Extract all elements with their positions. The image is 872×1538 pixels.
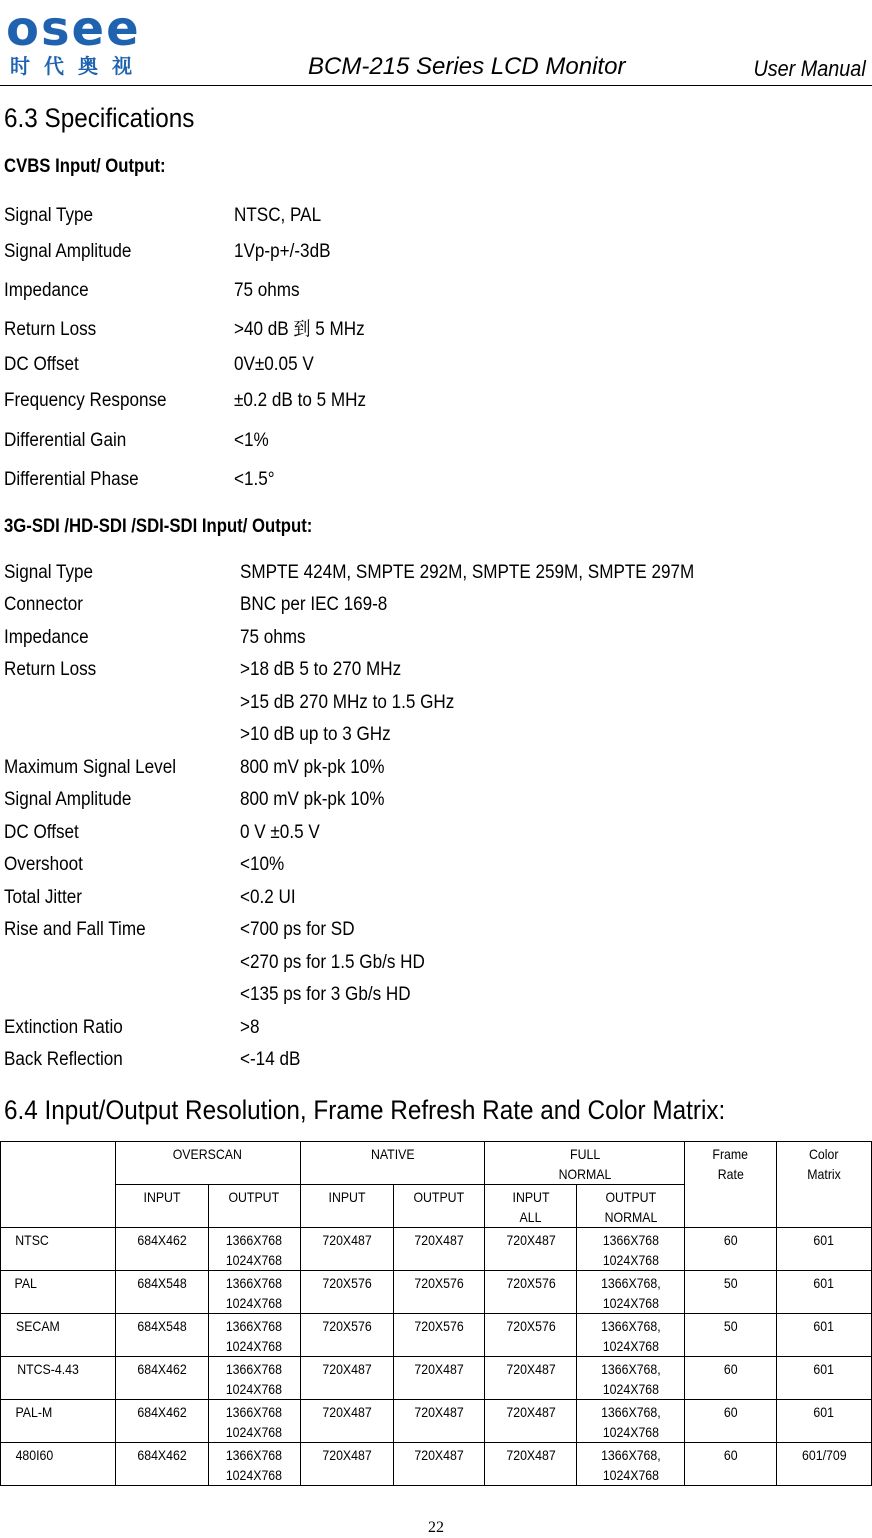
page-number: 22 [428,1519,444,1536]
cell-overscan-input: 684X548 [115,1271,208,1314]
spec-value: 800 mV pk-pk 10% [240,789,385,810]
spec-value: <-14 dB [240,1049,301,1070]
cell-overscan-input: 684X462 [115,1228,208,1271]
cell-full-output: 1366X768, 1024X768 [577,1443,685,1486]
cell-format: NTCS-4.43 [1,1357,116,1400]
spec-value: 75 ohms [240,627,306,648]
cell-format: 480I60 [1,1443,116,1486]
cell-format: PAL-M [1,1400,116,1443]
osee-logo [6,1,178,78]
page-header [0,0,872,86]
cell-overscan-output: 1366X768 1024X768 [208,1357,300,1400]
subheader-output: OUTPUT [393,1185,485,1228]
table-row [1,1443,872,1486]
cell-native-output: 720X487 [393,1228,485,1271]
spec-label: Differential Gain [4,430,127,451]
header-frame-rate: Frame Rate [685,1142,777,1228]
header-blank-cell [1,1142,116,1228]
document-title: BCM-215 Series LCD Monitor [308,53,626,80]
spec-value: BNC per IEC 169-8 [240,594,388,615]
cell-overscan-output: 1366X768 1024X768 [208,1400,300,1443]
spec-label: Extinction Ratio [4,1017,123,1038]
header-overscan: OVERSCAN [115,1142,300,1185]
table-header-row [1,1142,872,1185]
spec-value: <135 ps for 3 Gb/s HD [240,984,411,1005]
cell-color-matrix: 601 [777,1228,872,1271]
cell-frame-rate: 50 [685,1314,777,1357]
subheader-input: INPUT [300,1185,393,1228]
spec-label: Signal Amplitude [4,789,132,810]
cell-full-output: 1366X768, 1024X768 [577,1271,685,1314]
spec-value: <700 ps for SD [240,919,355,940]
spec-label: Return Loss [4,319,97,340]
table-row [1,1357,872,1400]
cell-native-input: 720X487 [300,1228,393,1271]
cell-full-input: 720X576 [485,1314,577,1357]
subheader-output-normal: OUTPUT NORMAL [577,1185,685,1228]
resolution-table [0,1141,872,1486]
spec-value: <1% [234,430,269,451]
spec-label: Signal Amplitude [4,241,132,262]
spec-value: <1.5° [234,469,275,490]
table-row [1,1228,872,1271]
table-row [1,1400,872,1443]
spec-label: DC Offset [4,822,79,843]
cell-native-output: 720X487 [393,1443,485,1486]
cell-overscan-output: 1366X768 1024X768 [208,1271,300,1314]
table-row [1,1271,872,1314]
cvbs-heading: CVBS Input/ Output: [4,156,166,177]
subheader-input-all: INPUT ALL [485,1185,577,1228]
cell-native-input: 720X576 [300,1271,393,1314]
cell-native-output: 720X487 [393,1400,485,1443]
cell-native-output: 720X576 [393,1271,485,1314]
cell-overscan-output: 1366X768 1024X768 [208,1228,300,1271]
cell-frame-rate: 50 [685,1271,777,1314]
spec-value: SMPTE 424M, SMPTE 292M, SMPTE 259M, SMPTE 297M [240,562,695,583]
cell-color-matrix: 601 [777,1314,872,1357]
user-manual-label: User Manual [753,56,866,81]
subheader-output: OUTPUT [208,1185,300,1228]
table-row [1,1314,872,1357]
spec-label: Connector [4,594,83,615]
subheader-input: INPUT [115,1185,208,1228]
spec-label: Impedance [4,627,89,648]
cell-format: NTSC [1,1228,116,1271]
spec-value: >15 dB 270 MHz to 1.5 GHz [240,692,455,713]
spec-label: Return Loss [4,659,97,680]
header-color-matrix: Color Matrix [777,1142,872,1228]
logo-chinese-name: 时代奥视 [10,54,146,78]
cell-native-input: 720X487 [300,1357,393,1400]
logo-wordmark: osee [6,1,141,57]
cell-frame-rate: 60 [685,1357,777,1400]
spec-value: 0V±0.05 V [234,354,314,375]
cell-native-input: 720X487 [300,1443,393,1486]
spec-value: <0.2 UI [240,887,296,908]
spec-label: Differential Phase [4,469,139,490]
spec-value: 1Vp-p+/-3dB [234,241,331,262]
cell-full-input: 720X576 [485,1271,577,1314]
spec-value: ±0.2 dB to 5 MHz [234,390,366,411]
cell-color-matrix: 601/709 [777,1443,872,1486]
cell-overscan-input: 684X462 [115,1443,208,1486]
spec-value: <270 ps for 1.5 Gb/s HD [240,952,425,973]
cell-color-matrix: 601 [777,1271,872,1314]
spec-label: Frequency Response [4,390,167,411]
header-native: NATIVE [300,1142,485,1185]
spec-label: Impedance [4,280,89,301]
spec-value: 800 mV pk-pk 10% [240,757,385,778]
cell-frame-rate: 60 [685,1443,777,1486]
spec-label: Overshoot [4,854,83,875]
spec-value: >18 dB 5 to 270 MHz [240,659,402,680]
cell-native-input: 720X576 [300,1314,393,1357]
spec-label: DC Offset [4,354,79,375]
spec-value: >10 dB up to 3 GHz [240,724,391,745]
spec-value: >8 [240,1017,260,1038]
cell-full-input: 720X487 [485,1357,577,1400]
cell-full-output: 1366X768, 1024X768 [577,1314,685,1357]
spec-label: Back Reflection [4,1049,123,1070]
cell-full-input: 720X487 [485,1228,577,1271]
cell-native-input: 720X487 [300,1400,393,1443]
cell-format: SECAM [1,1314,116,1357]
section-6-3-title: 6.3 Specifications [4,103,195,133]
cell-overscan-input: 684X462 [115,1400,208,1443]
cell-full-output: 1366X768, 1024X768 [577,1400,685,1443]
spec-label: Signal Type [4,205,94,226]
cell-overscan-input: 684X548 [115,1314,208,1357]
spec-value: 75 ohms [234,280,300,301]
spec-label: Signal Type [4,562,94,583]
spec-label: Rise and Fall Time [4,919,146,940]
cell-native-output: 720X487 [393,1357,485,1400]
cell-full-input: 720X487 [485,1400,577,1443]
spec-value: >40 dB 到 5 MHz [234,319,365,340]
cell-overscan-input: 684X462 [115,1357,208,1400]
cell-overscan-output: 1366X768 1024X768 [208,1314,300,1357]
cell-full-input: 720X487 [485,1443,577,1486]
cell-native-output: 720X576 [393,1314,485,1357]
cell-color-matrix: 601 [777,1357,872,1400]
spec-value: NTSC, PAL [234,205,322,226]
cell-overscan-output: 1366X768 1024X768 [208,1443,300,1486]
cell-full-output: 1366X768 1024X768 [577,1228,685,1271]
spec-label: Total Jitter [4,887,82,908]
spec-value: 0 V ±0.5 V [240,822,320,843]
spec-label: Maximum Signal Level [4,757,177,778]
cell-full-output: 1366X768, 1024X768 [577,1357,685,1400]
sdi-heading: 3G-SDI /HD-SDI /SDI-SDI Input/ Output: [4,516,313,537]
cell-frame-rate: 60 [685,1400,777,1443]
section-6-4-title: 6.4 Input/Output Resolution, Frame Refresh Rate and Color Matrix: [4,1095,726,1125]
cell-color-matrix: 601 [777,1400,872,1443]
cell-format: PAL [1,1271,116,1314]
spec-value: <10% [240,854,285,875]
cell-frame-rate: 60 [685,1228,777,1271]
header-full-normal: FULL NORMAL [485,1142,685,1185]
